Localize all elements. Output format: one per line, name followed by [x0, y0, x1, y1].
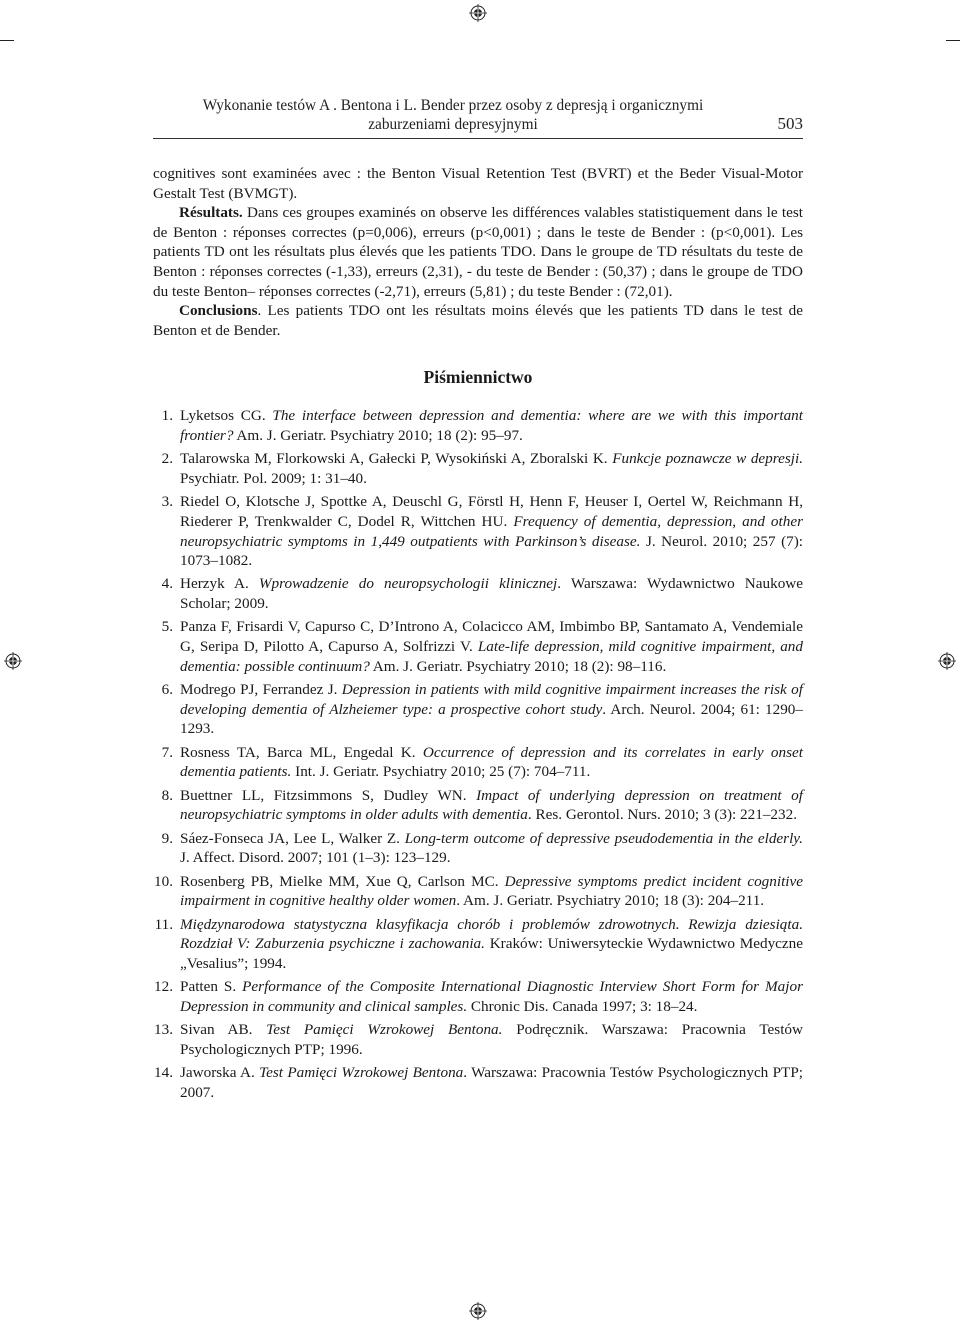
reference-number: 5. — [161, 618, 173, 636]
reference-number: 14. — [154, 1064, 173, 1082]
running-head-line-1: Wykonanie testów A . Bentona i L. Bender przez osoby z depresją i organicznymi — [202, 97, 704, 114]
reference-number: 9. — [161, 829, 173, 847]
registration-mark-bottom-icon — [469, 1302, 487, 1320]
reference-item — [153, 449, 803, 488]
page-number: 503 — [777, 114, 803, 133]
reference-number: 3. — [161, 493, 173, 511]
reference-title: Impact of underlying depression on treatment of neuropsychiatric symptoms in older adults with dementia — [180, 786, 803, 824]
reference-source: . Am. J. Geriatr. Psychiatry 2010; 18 (3): 204–211. — [456, 892, 765, 910]
reference-authors: Buettner LL, Fitzsimmons S, Dudley WN. — [180, 786, 477, 804]
reference-title: The interface between depression and dementia: where are we with this important frontier? — [180, 407, 803, 444]
reference-number: 2. — [161, 450, 173, 468]
reference-item — [153, 492, 803, 570]
results-label: Résultats. — [179, 204, 243, 222]
reference-title: Late-life depression, mild cognitive impairment, and dementia: possible continuum? — [180, 638, 803, 675]
reference-source: Podręcznik. Warszawa: Pracownia Testów Psychologicznych PTP; 1996. — [180, 1021, 803, 1058]
reference-number: 11. — [154, 915, 173, 933]
reference-item — [153, 829, 803, 868]
conclusions-text: . Les patients TDO ont les résultats moins élevés que les patients TD dans le test de Benton et de Bender. — [153, 302, 803, 339]
reference-title: Test Pamięci Wzrokowej Bentona. — [266, 1021, 503, 1039]
reference-number: 7. — [161, 743, 173, 761]
reference-item — [153, 680, 803, 739]
reference-title: Międzynarodowa statystyczna klasyfikacja chorób i problemów zdrowotnych. Rewizja dziesiąta. Rozdział V: Zaburzenia psychiczne i zachowania. — [180, 915, 803, 953]
reference-number: 12. — [154, 978, 173, 996]
references-heading: Piśmiennictwo — [423, 367, 533, 388]
reference-authors: Rosness TA, Barca ML, Engedal K. — [180, 743, 423, 761]
reference-source: Am. J. Geriatr. Psychiatry 2010; 18 (2): 95–97. — [233, 426, 523, 444]
reference-item — [153, 574, 803, 613]
registration-mark-top-icon — [469, 4, 487, 22]
reference-authors: Sivan AB. — [180, 1021, 267, 1039]
reference-source: Kraków: Uniwersyteckie Wydawnictwo Medyczne „Vesalius”; 1994. — [180, 935, 804, 972]
reference-title: Depression in patients with mild cognitive impairment increases the risk of developing dementia of Alzheiemer type: a prospective cohort study — [180, 681, 803, 718]
reference-item — [153, 977, 803, 1016]
reference-item — [153, 1063, 803, 1102]
reference-title: Long-term outcome of depressive pseudodementia in the elderly. — [404, 829, 803, 847]
reference-title: Funkcje poznawcze w depresji. — [612, 450, 803, 468]
reference-authors: Lyketsos CG. — [180, 407, 273, 425]
page-content — [153, 96, 803, 1106]
reference-authors: Patten S. — [180, 978, 243, 996]
running-head-line-2: zaburzeniami depresyjnymi — [368, 116, 538, 133]
reference-authors: Sáez-Fonseca JA, Lee L, Walker Z. — [180, 829, 405, 847]
header-rule — [153, 138, 803, 139]
reference-authors: Panza F, Frisardi V, Capurso C, D’Introno A, Colacicco AM, Imbimbo BP, Santamato A, Vendemiale G, Seripa D, Pilotto A, Capurso A, Solfrizzi V. — [180, 618, 803, 656]
reference-authors: Modrego PJ, Ferrandez J. — [180, 681, 342, 699]
abstract-continuation: cognitives sont examinées avec : the Benton Visual Retention Test (BVRT) et the Beder Visual-Motor Gestalt Test (BVMGT). — [153, 165, 803, 202]
reference-title: Test Pamięci Wzrokowej Bentona — [259, 1064, 464, 1082]
reference-authors: Riedel O, Klotsche J, Spottke A, Deuschl G, Förstl H, Henn F, Heuser I, Oertel W, Reichmann H, Riederer P, Trenkwalder C, Dodel R, Wittchen HU. — [180, 493, 803, 530]
running-head — [153, 96, 803, 134]
results-text: Dans ces groupes examinés on observe les différences valables statistiquement dans le test de Benton : réponses correctes (p=0,006), erreurs (p<0,001) ; dans le teste de Bender : (p<0,001). Les patients TD ont les résultats plus élevés que les patients TDO. Dans le groupe de TD résultats du teste de Benton : réponses correctes (-1,33), erreurs (2,31), - du teste de Bender : (50,37) ; dans le groupe de TDO du teste Benton– réponses correctes (-2,71), erreurs (5,81) ; du teste Bender : (72,01). — [153, 204, 803, 300]
reference-title: Depressive symptoms predict incident cognitive impairment in cognitive healthy older women — [180, 872, 804, 910]
reference-authors: Jaworska A. — [180, 1064, 260, 1082]
reference-source: J. Neurol. 2010; 257 (7): 1073–1082. — [180, 532, 804, 570]
reference-number: 13. — [154, 1021, 173, 1039]
reference-source: . Res. Gerontol. Nurs. 2010; 3 (3): 221–232. — [527, 806, 798, 824]
reference-number: 6. — [161, 681, 173, 699]
reference-source: . Arch. Neurol. 2004; 61: 1290–1293. — [180, 700, 803, 738]
reference-authors: Talarowska M, Florkowski A, Gałecki P, Wysokiński A, Zboralski K. — [180, 450, 613, 468]
reference-authors: Herzyk A. — [180, 575, 259, 593]
reference-item — [153, 406, 803, 445]
reference-item — [153, 617, 803, 676]
reference-item — [153, 872, 803, 911]
reference-title: Frequency of dementia, depression, and other neuropsychiatric symptoms in 1,449 outpatients with Parkinson’s disease. — [180, 512, 803, 550]
reference-item — [153, 915, 803, 974]
reference-item — [153, 743, 803, 782]
conclusions-paragraph — [153, 301, 803, 340]
reference-source: . Warszawa: Pracownia Testów Psychologicznych PTP; 2007. — [180, 1064, 803, 1101]
reference-source: . Warszawa: Wydawnictwo Naukowe Scholar; 2009. — [180, 575, 804, 613]
reference-source: Int. J. Geriatr. Psychiatry 2010; 25 (7): 704–711. — [291, 763, 591, 781]
reference-title: Occurrence of depression and its correlates in early onset dementia patients. — [180, 743, 803, 781]
reference-number: 10. — [154, 872, 173, 890]
reference-title: Performance of the Composite International Diagnostic Interview Short Form for Major Depression in community and clinical samples. — [180, 978, 803, 1015]
reference-number: 8. — [161, 786, 173, 804]
reference-source: Psychiatr. Pol. 2009; 1: 31–40. — [180, 469, 367, 487]
abstract — [153, 164, 803, 340]
registration-mark-left-icon — [4, 652, 22, 670]
reference-authors: Rosenberg PB, Mielke MM, Xue Q, Carlson MC. — [180, 872, 505, 890]
conclusions-label: Conclusions — [179, 302, 258, 320]
reference-number: 1. — [161, 407, 173, 425]
reference-source: Am. J. Geriatr. Psychiatry 2010; 18 (2): 98–116. — [369, 657, 667, 675]
reference-item — [153, 1020, 803, 1059]
reference-item — [153, 786, 803, 825]
crop-mark-top-left-icon — [0, 40, 14, 41]
reference-source: J. Affect. Disord. 2007; 101 (1–3): 123–129. — [180, 849, 451, 867]
reference-number: 4. — [161, 575, 173, 593]
reference-title: Wprowadzenie do neuropsychologii klinicznej — [258, 575, 558, 593]
reference-source: Chronic Dis. Canada 1997; 3: 18–24. — [467, 997, 698, 1015]
registration-mark-right-icon — [938, 652, 956, 670]
results-paragraph — [153, 203, 803, 301]
references-list — [153, 406, 803, 1102]
crop-mark-top-right-icon — [946, 40, 960, 41]
